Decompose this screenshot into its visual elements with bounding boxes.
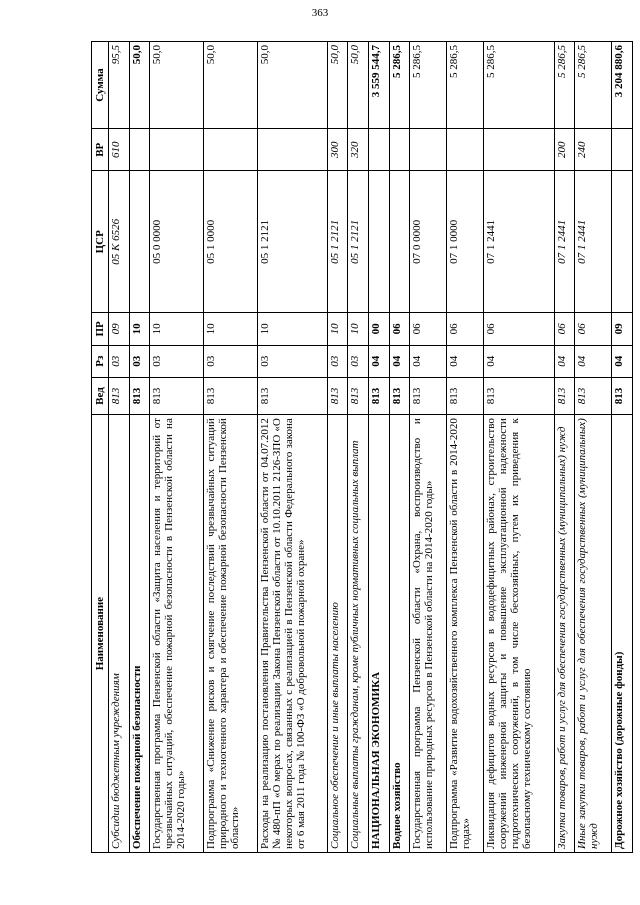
row-csr: 07 1 0000	[447, 171, 484, 313]
row-sum: 5 286,5	[447, 42, 484, 129]
row-sum: 50,0	[203, 42, 257, 129]
row-vr	[447, 129, 484, 171]
row-csr: 05 1 2121	[327, 171, 348, 313]
row-vr	[368, 129, 389, 171]
row-ved: 813	[129, 377, 150, 414]
row-csr: 07 1 2441	[554, 171, 575, 313]
row-rz: 04	[368, 345, 389, 377]
row-ved: 813	[554, 377, 575, 414]
row-vr	[612, 129, 633, 171]
row-ved: 813	[368, 377, 389, 414]
row-pr: 09	[109, 313, 130, 345]
table-row	[129, 42, 150, 853]
row-vr: 320	[348, 129, 369, 171]
row-pr: 06	[554, 313, 575, 345]
row-pr: 06	[575, 313, 612, 345]
row-csr	[129, 171, 150, 313]
row-rz: 03	[109, 345, 130, 377]
row-pr: 06	[484, 313, 554, 345]
row-rz: 03	[327, 345, 348, 377]
row-sum: 5 286,5	[554, 42, 575, 129]
row-name: Расходы на реализацию постановления Правительства Пензенской области от 04.07.2012 № 480-пП «О мерах по реализации Закона Пензенской области от 10.10.2011 2126-ЗПО «О некоторых вопросах, связанных с реализацией в Пензенской области Федерального закона от 6 мая 2011 года № 100-ФЗ «О добровольной пожарной охране»	[257, 415, 327, 853]
row-rz: 04	[575, 345, 612, 377]
row-name: НАЦИОНАЛЬНАЯ ЭКОНОМИКА	[368, 415, 389, 853]
row-name: Закупка товаров, работ и услуг для обеспечения государственных (муниципальных) нужд	[554, 415, 575, 853]
row-ved: 813	[447, 377, 484, 414]
table-row	[327, 42, 348, 853]
row-pr: 06	[410, 313, 447, 345]
row-ved: 813	[109, 377, 130, 414]
row-csr: 05 0 0000	[150, 171, 204, 313]
table-row	[410, 42, 447, 853]
row-sum: 5 286,5	[575, 42, 612, 129]
row-ved: 813	[484, 377, 554, 414]
table-row	[484, 42, 554, 853]
row-name: Подпрограмма «Развитие водохозяйственного комплекса Пензенской области в 2014-2020 годах»	[447, 415, 484, 853]
row-rz: 04	[447, 345, 484, 377]
row-vr	[203, 129, 257, 171]
header-sum: Сумма	[92, 42, 109, 129]
rotated-table-area	[91, 41, 633, 853]
row-vr: 300	[327, 129, 348, 171]
table-row	[368, 42, 389, 853]
row-sum: 5 286,5	[389, 42, 410, 129]
row-name: Социальные выплаты гражданам, кроме публичных нормативных социальных выплат	[348, 415, 369, 853]
page-number: 363	[311, 7, 329, 19]
row-ved: 813	[327, 377, 348, 414]
table-row	[612, 42, 633, 853]
row-ved: 813	[150, 377, 204, 414]
table-row	[554, 42, 575, 853]
row-csr: 05 1 2121	[257, 171, 327, 313]
row-rz: 04	[389, 345, 410, 377]
row-ved: 813	[575, 377, 612, 414]
row-pr: 09	[612, 313, 633, 345]
budget-table	[91, 41, 633, 853]
table-row	[389, 42, 410, 853]
row-vr	[150, 129, 204, 171]
header-vr: ВР	[92, 129, 109, 171]
row-rz: 03	[129, 345, 150, 377]
row-name: Дорожное хозяйство (дорожные фонды)	[612, 415, 633, 853]
row-csr: 07 1 2441	[484, 171, 554, 313]
row-rz: 03	[203, 345, 257, 377]
table-row	[348, 42, 369, 853]
row-name: Ликвидация дефицитов водных ресурсов в вододефицитных районах, строительство сооружений инженерной защиты и повышение эксплуатационной надежности гидротехнических сооружений, в том числе бесхозяйных, путем их приведения к безопасному техническому состоянию	[484, 415, 554, 853]
row-csr: 05 1 2121	[348, 171, 369, 313]
row-sum: 50,0	[150, 42, 204, 129]
row-csr	[368, 171, 389, 313]
table-row	[447, 42, 484, 853]
row-pr: 00	[368, 313, 389, 345]
row-ved: 813	[389, 377, 410, 414]
row-rz: 04	[612, 345, 633, 377]
row-name: Государственная программа Пензенской области «Защита населения и территорий от чрезвычайных ситуаций, обеспечение пожарной безопасности в Пензенской области на 2014-2020 годы»	[150, 415, 204, 853]
row-name: Социальное обеспечение и иные выплаты населению	[327, 415, 348, 853]
row-vr	[484, 129, 554, 171]
header-rz: Рз	[92, 345, 109, 377]
row-rz: 04	[484, 345, 554, 377]
row-sum: 3 559 544,7	[368, 42, 389, 129]
row-vr	[410, 129, 447, 171]
header-csr: ЦСР	[92, 171, 109, 313]
row-rz: 04	[410, 345, 447, 377]
row-vr	[257, 129, 327, 171]
row-ved: 813	[348, 377, 369, 414]
row-rz: 03	[257, 345, 327, 377]
row-name: Подпрограмма «Снижение рисков и смягчение последствий чрезвычайных ситуаций природного и техногенного характера и обеспечение пожарной безопасности Пензенской области»	[203, 415, 257, 853]
row-vr: 200	[554, 129, 575, 171]
row-sum: 95,5	[109, 42, 130, 129]
row-pr: 10	[150, 313, 204, 345]
row-pr: 10	[348, 313, 369, 345]
row-vr	[389, 129, 410, 171]
row-sum: 5 286,5	[484, 42, 554, 129]
row-sum: 5 286,5	[410, 42, 447, 129]
row-csr: 07 1 2441	[575, 171, 612, 313]
row-pr: 06	[447, 313, 484, 345]
row-name: Водное хозяйство	[389, 415, 410, 853]
row-pr: 10	[129, 313, 150, 345]
table-header-row	[92, 42, 109, 853]
row-name: Субсидии бюджетным учреждениям	[109, 415, 130, 853]
header-ved: Вед	[92, 377, 109, 414]
row-rz: 04	[554, 345, 575, 377]
row-vr	[129, 129, 150, 171]
table-rotation-wrapper	[91, 41, 633, 853]
row-pr: 10	[203, 313, 257, 345]
table-row	[575, 42, 612, 853]
row-csr: 07 0 0000	[410, 171, 447, 313]
row-csr: 05 К 6526	[109, 171, 130, 313]
table-row	[203, 42, 257, 853]
table-row	[257, 42, 327, 853]
row-csr: 05 1 0000	[203, 171, 257, 313]
header-name: Наименование	[92, 415, 109, 853]
row-pr: 10	[257, 313, 327, 345]
row-ved: 813	[257, 377, 327, 414]
table-row	[150, 42, 204, 853]
row-sum: 50,0	[327, 42, 348, 129]
row-sum: 50,0	[257, 42, 327, 129]
row-vr: 240	[575, 129, 612, 171]
header-pr: ПР	[92, 313, 109, 345]
row-vr: 610	[109, 129, 130, 171]
row-sum: 3 204 880,6	[612, 42, 633, 129]
row-ved: 813	[410, 377, 447, 414]
row-pr: 06	[389, 313, 410, 345]
row-name: Обеспечение пожарной безопасности	[129, 415, 150, 853]
row-pr: 10	[327, 313, 348, 345]
row-sum: 50,0	[129, 42, 150, 129]
row-sum: 50,0	[348, 42, 369, 129]
row-ved: 813	[612, 377, 633, 414]
row-name: Государственная программа Пензенской области «Охрана, воспроизводство и использование природных ресурсов в Пензенской области на 2014-2020 годы»	[410, 415, 447, 853]
row-name: Иные закупки товаров, работ и услуг для обеспечения государственных (муниципальных) нужд	[575, 415, 612, 853]
table-row	[109, 42, 130, 853]
row-rz: 03	[150, 345, 204, 377]
row-csr	[612, 171, 633, 313]
row-csr	[389, 171, 410, 313]
row-rz: 03	[348, 345, 369, 377]
row-ved: 813	[203, 377, 257, 414]
